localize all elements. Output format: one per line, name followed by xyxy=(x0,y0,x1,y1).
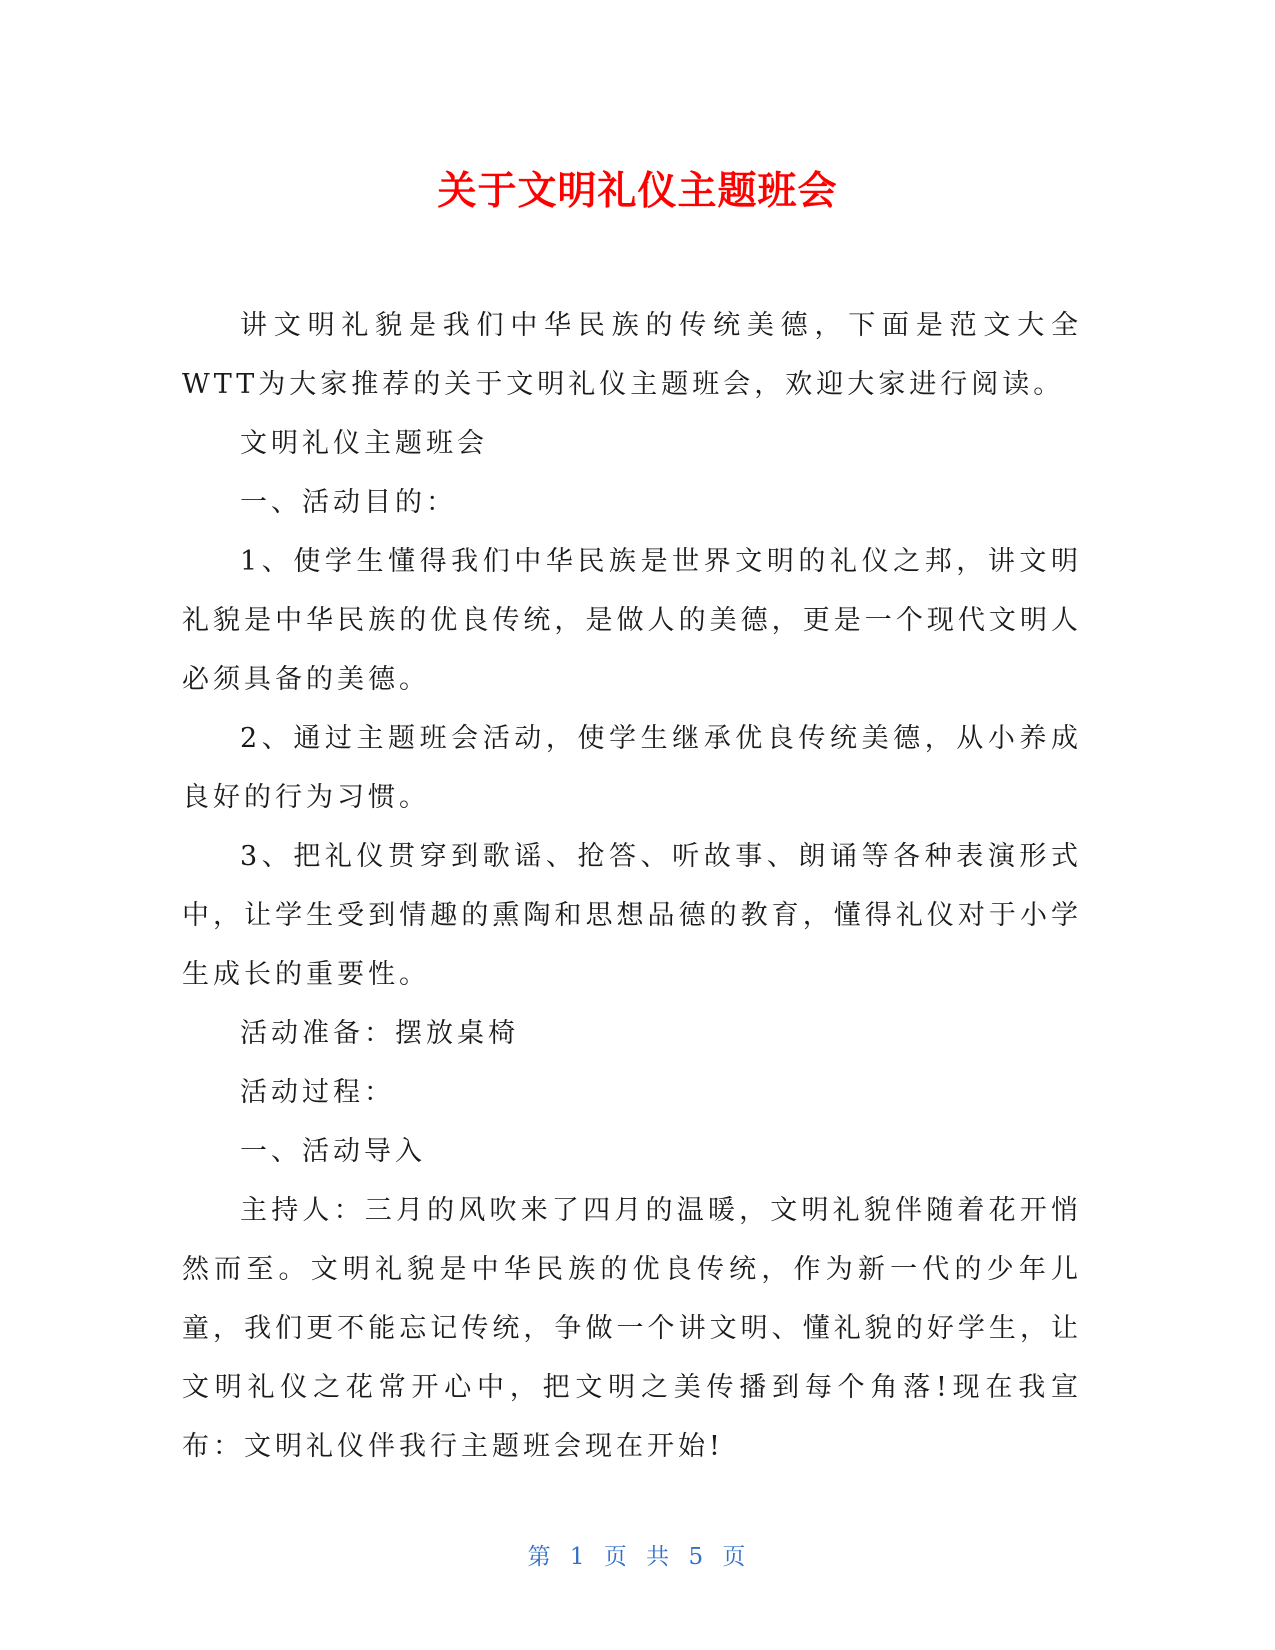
paragraph-intro: 讲文明礼貌是我们中华民族的传统美德，下面是范文大全WTT为大家推荐的关于文明礼仪主题班会，欢迎大家进行阅读。 xyxy=(182,310,1082,400)
paragraph-section-intro: 一、活动导入 xyxy=(240,1136,426,1167)
paragraph-process: 活动过程： xyxy=(240,1077,395,1108)
paragraph-host: 主持人：三月的风吹来了四月的温暖，文明礼貌伴随着花开悄然而至。文明礼貌是中华民族的优良传统，作为新一代的少年儿童，我们更不能忘记传统，争做一个讲文明、懂礼貌的好学生，让文明礼仪之花常开心中，把文明之美传播到每个角落!现在我宣布：文明礼仪伴我行主题班会现在开始! xyxy=(182,1195,1082,1462)
document-body xyxy=(182,296,1082,1476)
paragraph-goal-1: 1、使学生懂得我们中华民族是世界文明的礼仪之邦，讲文明礼貌是中华民族的优良传统，是做人的美德，更是一个现代文明人必须具备的美德。 xyxy=(182,546,1082,695)
document-title: 关于文明礼仪主题班会 xyxy=(437,169,838,214)
paragraph-section-goals: 一、活动目的： xyxy=(240,487,457,518)
paragraph-preparation: 活动准备：摆放桌椅 xyxy=(240,1018,519,1049)
page-number-footer: 第 1 页 共 5 页 xyxy=(527,1544,748,1570)
paragraph-goal-3: 3、把礼仪贯穿到歌谣、抢答、听故事、朗诵等各种表演形式中，让学生受到情趣的熏陶和思想品德的教育，懂得礼仪对于小学生成长的重要性。 xyxy=(182,841,1082,990)
paragraph-subtitle: 文明礼仪主题班会 xyxy=(240,428,488,459)
paragraph-goal-2: 2、通过主题班会活动，使学生继承优良传统美德，从小养成良好的行为习惯。 xyxy=(182,723,1082,813)
